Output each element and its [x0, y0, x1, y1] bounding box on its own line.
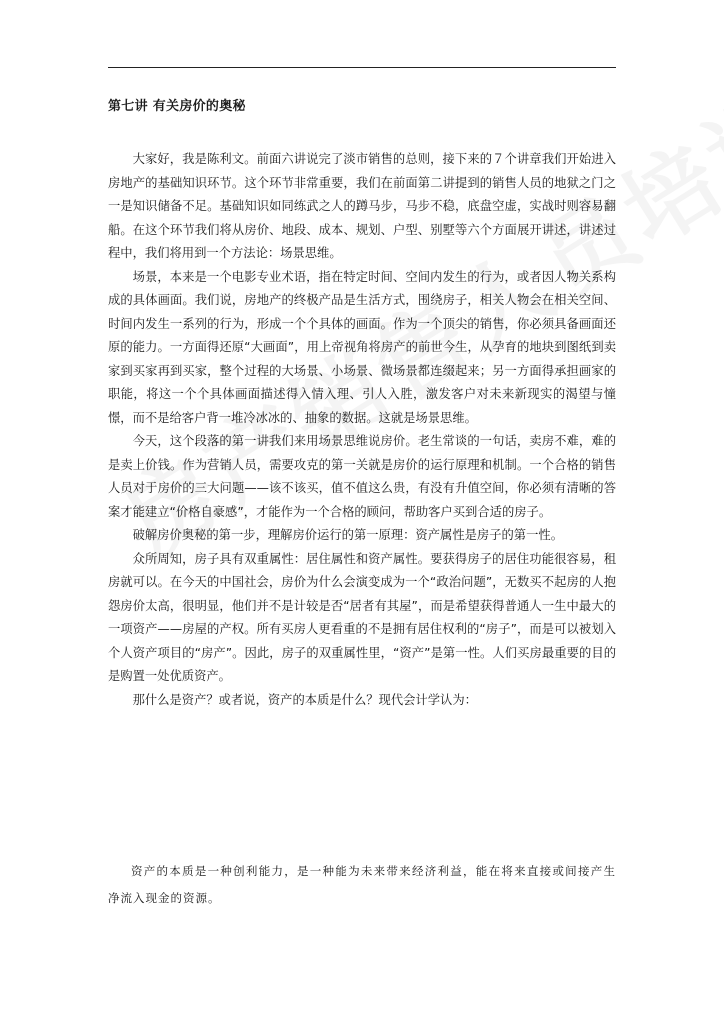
- paragraph-dual-attributes: 众所周知，房子具有双重属性：居住属性和资产属性。要获得房子的居住功能很容易，租房就可以。在今天的中国社会，房价为什么会演变成为一个“政治问题”，无数买不起房的人抱怨房价太高，很明显，他们并不是计较是否“居者有其屋”，而是希望获得普通人一生中最大的一项资产——房屋的产权。所有买房人更看重的不是拥有居住权利的“房子”，而是可以被划入个人资产项目的“房产”。因此，房子的双重属性里，“资产”是第一性。人们买房最重要的目的是购置一处优质资产。: [108, 551, 616, 683]
- chapter-title: 第七讲 有关房价的奥秘: [108, 99, 246, 114]
- paragraph-first-step: 破解房价奥秘的第一步，理解房价运行的第一原理：资产属性是房子的第一性。: [132, 528, 563, 542]
- paragraph-today: 今天，这个段落的第一讲我们来用场景思维说房价。老生常谈的一句话，卖房不难，难的是卖上价钱。作为营销人员，需要攻克的第一关就是房价的运行原理和机制。一个合格的销售人员对于房价的三大问题——该不该买，值不值这么贵，有没有升值空间，你必须有清晰的答案才能建立“价格自豪感”，才能作为一个合格的顾问，帮助客户买到合适的房子。: [108, 434, 616, 519]
- header-rule: [108, 67, 616, 68]
- quote-definition: 资产的本质是一种创利能力，是一种能为未来带来经济利益，能在将来直接或间接产生净流入现金的资源。: [108, 864, 616, 905]
- paragraph-scene: 场景，本来是一个电影专业术语，指在特定时间、空间内发生的行为，或者因人物关系构成的具体画面。我们说，房地产的终极产品是生活方式，围绕房子，相关人物会在相关空间、时间内发生一系列的行为，形成一个个具体的画面。作为一个顶尖的销售，你必须具备画面还原的能力。一方面得还原“大画面”，用上帝视角将房产的前世今生，从孕育的地块到图纸到卖家到买家再到买家，整个过程的大场景、小场景、微场景都连缀起来；另一方面得承担画家的职能，将这一个个具体画面描述得入情入理、引人入胜，激发客户对未来新现实的渴望与憧憬，而不是给客户背一堆冷冰冰的、抽象的数据。这就是场景思维。: [108, 269, 616, 425]
- body-text: [108, 148, 616, 712]
- paragraph-intro: 大家好，我是陈利文。前面六讲说完了淡市销售的总则，接下来的７个讲章我们开始进入房地产的基础知识环节。这个环节非常重要，我们在前面第二讲提到的销售人员的地狱之门之一是知识储备不足。基础知识如同练武之人的蹲马步，马步不稳，底盘空虚，实战时则容易翻船。在这个环节我们将从房价、地段、成本、规划、户型、别墅等六个方面展开讲述，讲述过程中，我们将用到一个方法论：场景思维。: [108, 152, 616, 260]
- paragraph-question: 那什么是资产？或者说，资产的本质是什么？现代会计学认为：: [132, 692, 477, 707]
